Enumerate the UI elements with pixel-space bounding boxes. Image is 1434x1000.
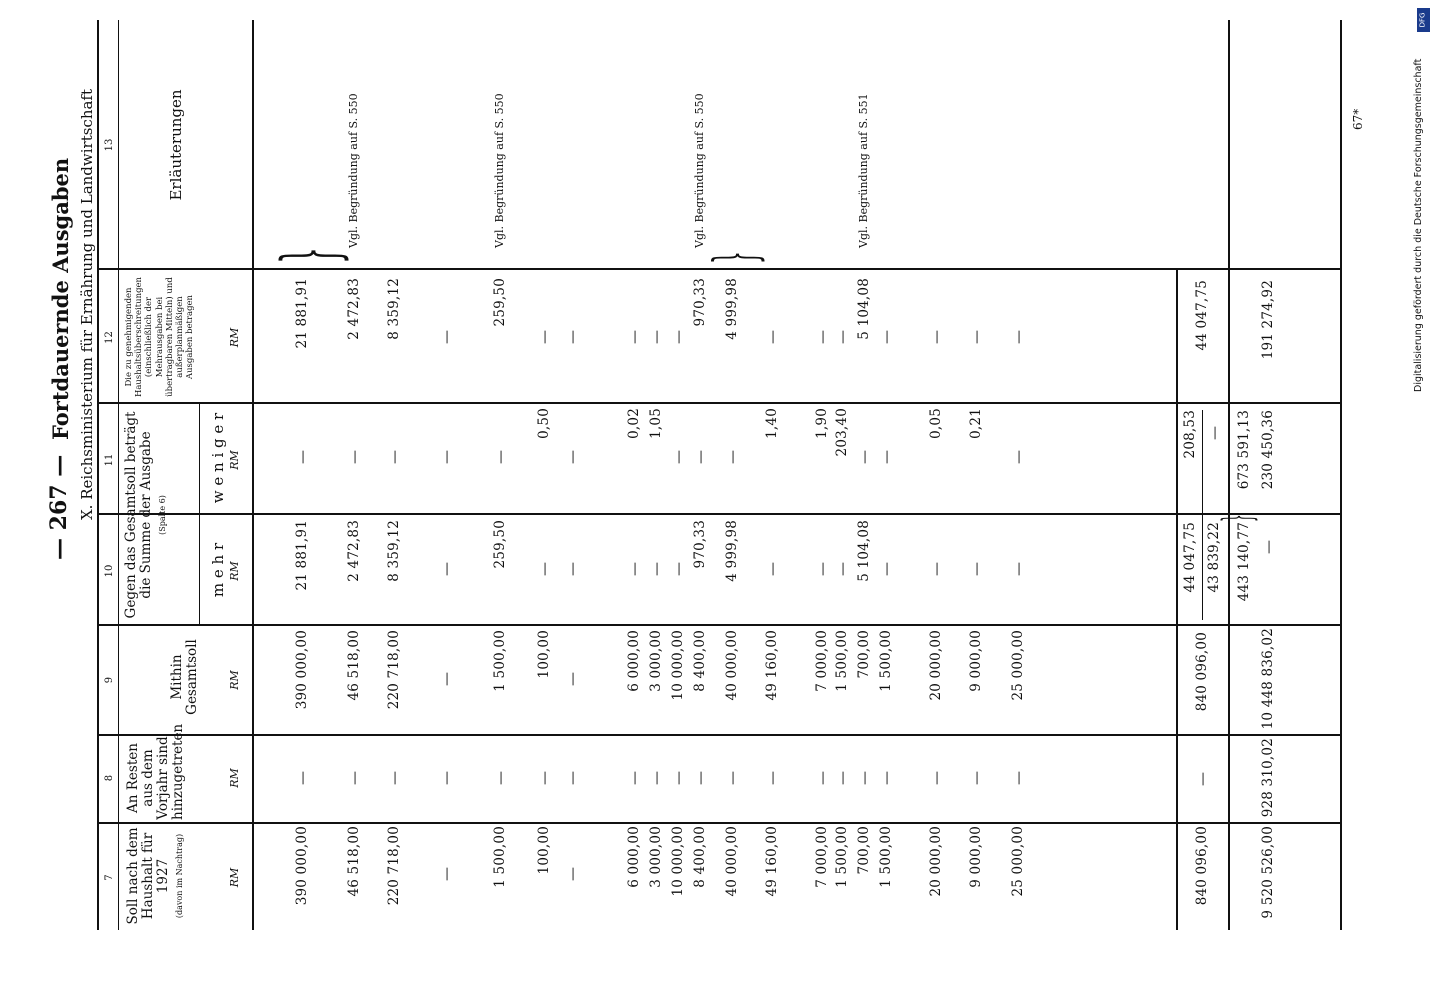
cell-row20-c8: — (1011, 771, 1027, 785)
cell-row6-c12: — (537, 330, 553, 344)
cell-row15-c8: — (835, 771, 851, 785)
cell-row1-c12: 21 881,91 (294, 278, 310, 349)
cell-row7-c7: — (565, 867, 581, 881)
cell-row14-c11: 1,90 (814, 408, 830, 439)
cell-row3-c10: 8 359,12 (386, 520, 402, 582)
cell-row1-c7: 390 000,00 (294, 826, 310, 906)
cell-row20-c10: — (1011, 562, 1027, 576)
cell-row19-c11: 0,21 (968, 408, 984, 439)
cell-row5-c10: 259,50 (492, 520, 508, 569)
col10-11-header-text: Gegen das Gesamtsoll beträgt die Summe der Ausgabe (123, 411, 155, 619)
col7-header-sub: (davon im Nachtrag) (175, 833, 185, 919)
cell-row4-c12: — (439, 330, 455, 344)
grand-col8: 928 310,02 (1260, 738, 1276, 818)
totals-col7: 840 096,00 (1194, 826, 1210, 906)
cell-row11-c7: 8 400,00 (692, 826, 708, 888)
cell-row10-c7: 10 000,00 (670, 826, 686, 897)
totals-col12: 44 047,75 (1194, 280, 1210, 351)
cell-row7-c11: — (565, 450, 581, 464)
col-number-12: 12 (104, 331, 115, 344)
cell-row12-c12: 4 999,98 (724, 278, 740, 340)
digitization-credit-text: Digitalisierung gefördert durch die Deutsche Forschungsgemeinschaft (1413, 58, 1424, 392)
cell-row5-c9: 1 500,00 (492, 630, 508, 692)
cell-row1-c10: 21 881,91 (294, 520, 310, 591)
cell-row17-c11: — (879, 450, 895, 464)
cell-row10-c10: — (671, 562, 687, 576)
cell-row9-c8: — (649, 771, 665, 785)
cell-row20-c9: 25 000,00 (1010, 630, 1026, 701)
col7-header (126, 824, 186, 928)
cell-row5-c8: — (493, 771, 509, 785)
grand-col7: 9 520 526,00 (1260, 826, 1276, 919)
col10-11-header-sub: (Spalte 6) (158, 495, 168, 535)
cell-row11-c12: 970,33 (692, 278, 708, 327)
cell-row16-c10: 5 104,08 (856, 520, 872, 582)
grand-col10-b: — (1261, 540, 1277, 554)
col7-header-text: Soll nach dem Haushalt für 1927 (125, 827, 172, 925)
cell-row19-c8: — (969, 771, 985, 785)
cell-row15-c10: — (835, 562, 851, 576)
col-number-13: 13 (104, 138, 115, 152)
totals-col9: 840 096,00 (1194, 632, 1210, 712)
cell-row11-c11: — (693, 450, 709, 464)
cell-row16-c12: 5 104,08 (856, 278, 872, 340)
brace-group-1: } (265, 247, 354, 264)
cell-row18-c10: — (929, 562, 945, 576)
col-divider-9-10 (97, 624, 1340, 626)
cell-row3-c8: — (387, 771, 403, 785)
cell-row12-c7: 40 000,00 (724, 826, 740, 897)
cell-row15-c11: 203,40 (834, 408, 850, 457)
dfg-logo-text: DFG (1418, 12, 1427, 28)
cell-row8-c12: — (627, 330, 643, 344)
cell-row13-c11: 1,40 (764, 408, 780, 439)
cell-row13-c10: — (765, 562, 781, 576)
col-divider-8-9 (97, 734, 1340, 736)
cell-row14-c7: 7 000,00 (814, 826, 830, 888)
cell-row3-c9: 220 718,00 (386, 630, 402, 710)
col10-header: m e h r (209, 542, 227, 598)
header-bottom-border (252, 20, 254, 930)
cell-row15-c7: 1 500,00 (834, 826, 850, 888)
totals-col10-b: 43 839,22 (1206, 522, 1222, 593)
col-divider-11-12 (97, 402, 1340, 404)
cell-row17-c7: 1 500,00 (878, 826, 894, 888)
cell-row19-c9: 9 000,00 (968, 630, 984, 692)
cell-row10-c9: 10 000,00 (670, 630, 686, 701)
col8-header (125, 723, 187, 820)
cell-row5-c7: 1 500,00 (492, 826, 508, 888)
colno-divider (118, 20, 119, 930)
cell-row9-c11: 1,05 (648, 408, 664, 439)
cell-row8-c9: 6 000,00 (626, 630, 642, 692)
cell-row13-c12: — (765, 330, 781, 344)
grand-col11-b: 230 450,36 (1260, 410, 1276, 490)
cell-row9-c12: — (649, 330, 665, 344)
cell-row4-c8: — (439, 771, 455, 785)
totals-col10-a: 44 047,75 (1182, 522, 1198, 593)
col10-unit: RM (228, 561, 241, 581)
cell-row10-c8: — (671, 771, 687, 785)
cell-row2-c11: — (347, 450, 363, 464)
cell-row1-c11: — (295, 450, 311, 464)
grand-col12: 191 274,92 (1260, 280, 1276, 360)
cell-row14-c12: — (815, 330, 831, 344)
col11-unit: RM (228, 450, 241, 470)
col10-11-totals-divider (1202, 410, 1203, 620)
col-number-10: 10 (104, 564, 115, 578)
brace-totals: } (1215, 514, 1261, 522)
cell-row7-c10: — (565, 562, 581, 576)
cell-row18-c7: 20 000,00 (928, 826, 944, 897)
cell-row8-c8: — (627, 771, 643, 785)
grand-totals-top-border (1228, 20, 1230, 930)
cell-row20-c11: — (1011, 450, 1027, 464)
col-number-8: 8 (104, 774, 115, 782)
cell-row3-c12: 8 359,12 (386, 278, 402, 340)
page-number: — 267 — (46, 454, 72, 560)
cell-row14-c8: — (815, 771, 831, 785)
cell-row9-c9: 3 000,00 (648, 630, 664, 692)
section-title-text: Fortdauernde Ausgaben (48, 157, 73, 440)
cell-row20-c7: 25 000,00 (1010, 826, 1026, 897)
ministry-title: X. Reichsministerium für Ernährung und Landwirtschaft (78, 88, 96, 520)
cell-row5-c12: 259,50 (492, 278, 508, 327)
cell-row2-c9: 46 518,00 (346, 630, 362, 701)
col8-header-text: An Resten aus dem Vorjahr sind hinzugetreten (125, 723, 187, 820)
cell-row2-c12: 2 472,83 (346, 278, 362, 340)
cell-row9-c10: — (649, 562, 665, 576)
cell-row18-c9: 20 000,00 (928, 630, 944, 701)
cell-row4-c10: — (439, 562, 455, 576)
cell-row3-c7: 220 718,00 (386, 826, 402, 906)
cell-row10-c11: — (671, 450, 687, 464)
grand-col10-a: 443 140,77 (1236, 522, 1252, 602)
col-divider-10-11 (97, 513, 1340, 515)
cell-row12-c11: — (725, 450, 741, 464)
cell-row12-c8: — (725, 771, 741, 785)
cell-row15-c12: — (835, 330, 851, 344)
col13-header: Erläuterungen (167, 89, 185, 201)
col-divider-12-13 (97, 268, 1340, 270)
col-number-7: 7 (104, 874, 115, 881)
cell-row14-c9: 7 000,00 (814, 630, 830, 692)
cell-row2-c10: 2 472,83 (346, 520, 362, 582)
cell-row18-c12: — (929, 330, 945, 344)
cell-row10-c12: — (671, 330, 687, 344)
cell-row11-c8: — (693, 771, 709, 785)
cell-row2-c8: — (347, 771, 363, 785)
cell-row13-c8: — (765, 771, 781, 785)
cell-row7-c12: — (565, 330, 581, 344)
cell-row2-c7: 46 518,00 (346, 826, 362, 897)
note-row2: Vgl. Begründung auf S. 550 (347, 93, 360, 248)
totals-col11-a: 208,53 (1182, 410, 1198, 459)
cell-row12-c10: 4 999,98 (724, 520, 740, 582)
table-bottom-border (1340, 20, 1342, 930)
cell-row16-c11: — (857, 450, 873, 464)
dfg-logo (1417, 8, 1430, 32)
cell-row14-c10: — (815, 562, 831, 576)
col-divider-7-8 (97, 822, 1340, 824)
cell-row6-c11: 0,50 (536, 408, 552, 439)
col12-header: Die zu genehmigenden Haushaltsüberschreitungen (einschließlich der Mehrausgaben bei übertragbaren Mitteln) und außerplanmäßigen Ausgaben betragen (124, 276, 196, 398)
col-number-9: 9 (104, 676, 115, 684)
col12-unit: RM (228, 327, 241, 348)
cell-row1-c8: — (295, 771, 311, 785)
cell-row13-c7: 49 160,00 (764, 826, 780, 897)
cell-row16-c7: 700,00 (856, 826, 872, 875)
cell-row17-c10: — (879, 562, 895, 576)
brace-group-2: } (701, 251, 769, 264)
cell-row3-c11: — (387, 450, 403, 464)
cell-row18-c8: — (929, 771, 945, 785)
cell-row12-c9: 40 000,00 (724, 630, 740, 701)
section-title-display (50, 158, 71, 440)
page-footer-mark: 67* (1351, 108, 1365, 130)
cell-row4-c7: — (439, 867, 455, 881)
cell-row6-c9: 100,00 (536, 630, 552, 679)
col7-unit: RM (228, 867, 241, 888)
cell-row16-c8: — (857, 771, 873, 785)
cell-row6-c7: 100,00 (536, 826, 552, 875)
cell-row11-c10: 970,33 (692, 520, 708, 569)
cell-row1-c9: 390 000,00 (294, 630, 310, 710)
cell-row4-c11: — (439, 450, 455, 464)
col10-11-subheader-divider (199, 404, 200, 626)
cell-row6-c10: — (537, 562, 553, 576)
cell-row11-c9: 8 400,00 (692, 630, 708, 692)
cell-row17-c12: — (879, 330, 895, 344)
cell-row5-c11: — (493, 450, 509, 464)
digitization-credit (1413, 12, 1433, 392)
cell-row17-c8: — (879, 771, 895, 785)
col-number-11: 11 (104, 453, 115, 467)
cell-row18-c11: 0,05 (928, 408, 944, 439)
col9-header (170, 632, 200, 722)
cell-row17-c9: 1 500,00 (878, 630, 894, 692)
cell-row19-c7: 9 000,00 (968, 826, 984, 888)
note-row11: Vgl. Begründung auf S. 550 (693, 93, 706, 248)
col9-unit: RM (228, 670, 241, 690)
table-top-border (97, 20, 99, 930)
cell-row8-c7: 6 000,00 (626, 826, 642, 888)
cell-row7-c9: — (565, 672, 581, 686)
col10-11-header (124, 410, 169, 620)
cell-row8-c10: — (627, 562, 643, 576)
cell-row9-c7: 3 000,00 (648, 826, 664, 888)
note-row5: Vgl. Begründung auf S. 550 (493, 93, 506, 248)
cell-row15-c9: 1 500,00 (834, 630, 850, 692)
cell-row13-c9: 49 160,00 (764, 630, 780, 701)
note-row16: Vgl. Begründung auf S. 551 (857, 93, 870, 248)
cell-row7-c8: — (565, 771, 581, 785)
cell-row4-c9: — (439, 672, 455, 686)
totals-top-border (1176, 270, 1178, 930)
col11-header: w e n i g e r (209, 412, 227, 504)
cell-row19-c12: — (969, 330, 985, 344)
cell-row6-c8: — (537, 771, 553, 785)
cell-row16-c9: 700,00 (856, 630, 872, 679)
cell-row19-c10: — (969, 562, 985, 576)
totals-col11-b: — (1207, 426, 1223, 440)
col8-unit: RM (228, 768, 241, 788)
cell-row8-c11: 0,02 (626, 408, 642, 439)
cell-row20-c12: — (1011, 330, 1027, 344)
grand-col9: 10 448 836,02 (1260, 628, 1276, 730)
totals-col8: — (1195, 772, 1211, 786)
col9-header-text: Mithin Gesamtsoll (169, 639, 201, 715)
grand-col11-a: 673 591,13 (1236, 410, 1252, 490)
